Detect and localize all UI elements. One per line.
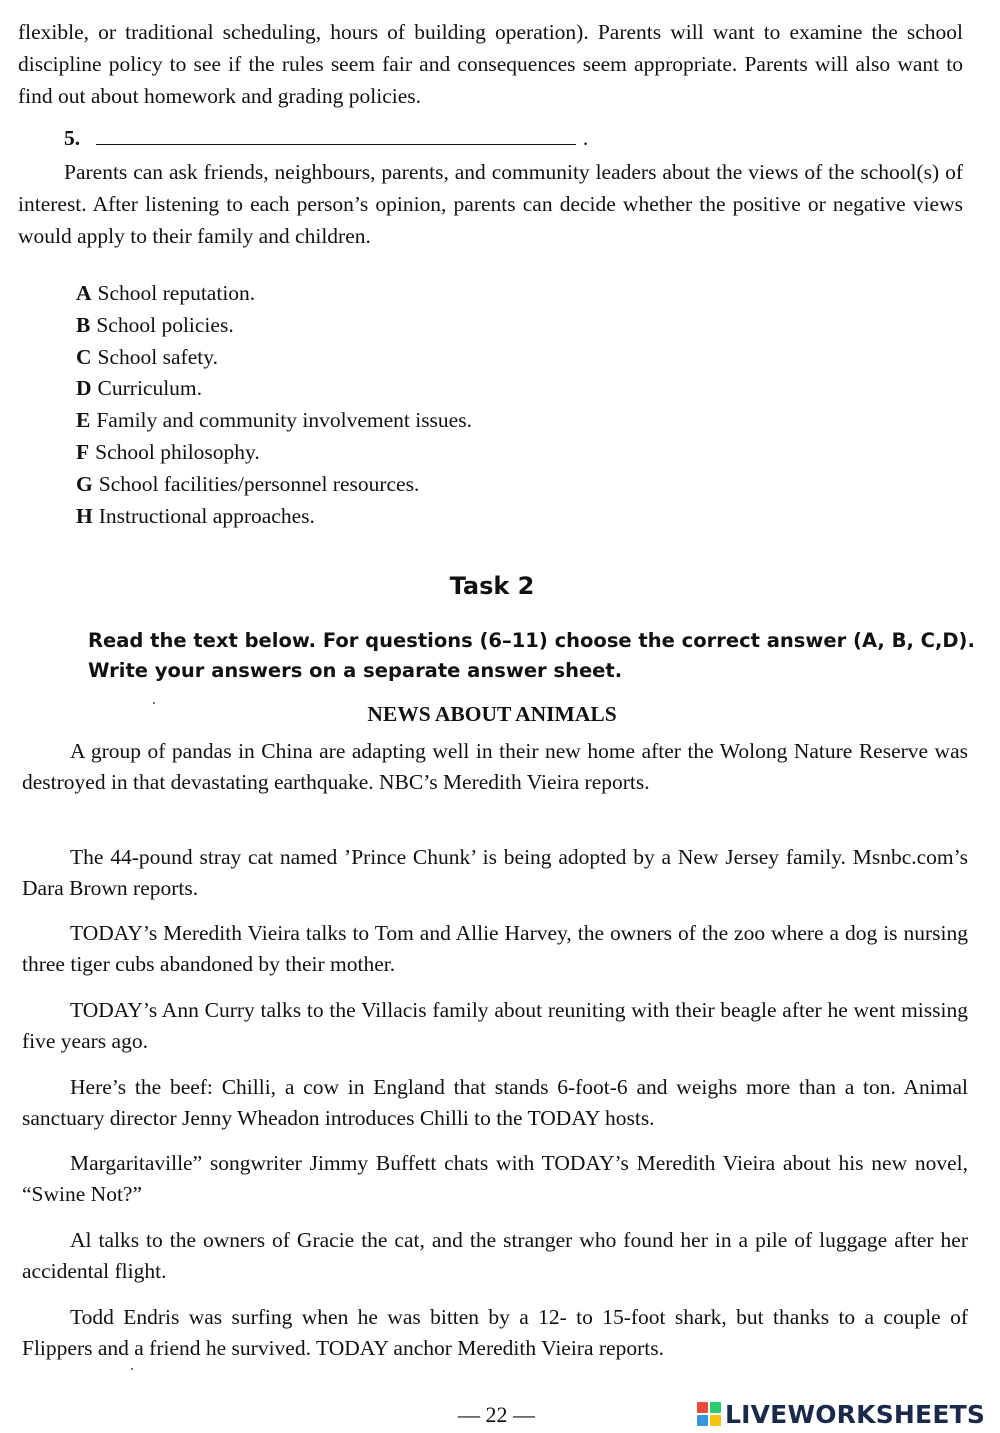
- option-c: [76, 342, 472, 374]
- news-paragraph: Margaritaville” songwriter Jimmy Buffett chats with TODAY’s Meredith Vieira about his new novel, “Swine Not?”: [22, 1151, 968, 1206]
- option-f: [76, 437, 472, 469]
- news-paragraph: Todd Endris was surfing when he was bitten by a 12- to 15-foot shark, but thanks to a couple of Flippers and a friend he survived. TODAY anchor Meredith Vieira reports.: [22, 1305, 968, 1360]
- option-h: [76, 501, 472, 533]
- option-e: [76, 405, 472, 437]
- page-number: — 22 —: [458, 1402, 535, 1427]
- option-text: School facilities/personnel resources.: [98, 471, 420, 496]
- scan-speck: [153, 702, 155, 704]
- option-letter: F: [76, 439, 90, 464]
- task-instructions: [88, 626, 988, 686]
- option-text: School safety.: [97, 344, 218, 369]
- option-text: School philosophy.: [95, 439, 260, 464]
- option-letter: G: [76, 471, 93, 496]
- option-text: School reputation.: [97, 281, 256, 305]
- option-letter: D: [76, 376, 92, 401]
- question-5-paragraph: Parents can ask friends, neighbours, parents, and community leaders about the views of the school(s) of interest. After listening to each person’s opinion, parents can decide whether the positive or negative views would apply to their family and children.: [18, 160, 963, 248]
- option-d: [76, 373, 472, 405]
- intro-paragraph: flexible, or traditional scheduling, hours of building operation). Parents will want to examine the school discipline policy to see if the rules seem fair and consequences seem appropriate. Parents will also want to find out about homework and grading policies.: [18, 20, 963, 108]
- news-title: NEWS ABOUT ANIMALS: [367, 702, 617, 726]
- news-paragraph: Al talks to the owners of Gracie the cat, and the stranger who found her in a pile of luggage after her accidental flight.: [22, 1228, 968, 1283]
- question-5-answer-blank[interactable]: [96, 124, 576, 145]
- instructions-line-2: Write your answers on a separate answer sheet.: [88, 659, 623, 682]
- question-5-end-mark: .: [582, 126, 589, 150]
- option-text: Family and community involvement issues.: [96, 408, 472, 433]
- option-text: Instructional approaches.: [98, 503, 315, 528]
- scan-speck: [131, 1368, 133, 1370]
- liveworksheets-logo-icon: [697, 1402, 721, 1426]
- news-paragraph: TODAY’s Meredith Vieira talks to Tom and Allie Harvey, the owners of the zoo where a dog is nursing three tiger cubs abandoned by their mother.: [22, 921, 968, 976]
- option-letter: H: [76, 503, 93, 528]
- option-letter: A: [76, 281, 92, 305]
- option-letter: E: [76, 408, 91, 433]
- news-paragraph: A group of pandas in China are adapting well in their new home after the Wolong Nature Reserve was destroyed in that devastating earthquake. NBC’s Meredith Vieira reports.: [22, 739, 968, 794]
- option-a: [76, 278, 472, 310]
- question-5: [64, 124, 588, 154]
- liveworksheets-wordmark: LIVEWORKSHEETS: [725, 1399, 986, 1429]
- option-b: [76, 310, 472, 342]
- instructions-line-1: Read the text below. For questions (6–11) choose the correct answer (A, B, C,D).: [88, 629, 975, 652]
- option-letter: B: [76, 312, 91, 337]
- liveworksheets-brand[interactable]: [697, 1399, 985, 1429]
- option-g: [76, 469, 472, 501]
- news-paragraph: The 44-pound stray cat named ’Prince Chunk’ is being adopted by a New Jersey family. Msnbc.com’s Dara Brown reports.: [22, 845, 968, 900]
- option-letter: C: [76, 344, 92, 369]
- news-paragraph: Here’s the beef: Chilli, a cow in England that stands 6-foot-6 and weighs more than a ton. Animal sanctuary director Jenny Wheadon introduces Chilli to the TODAY hosts.: [22, 1075, 968, 1130]
- task-title: Task 2: [449, 572, 535, 600]
- option-text: School policies.: [96, 312, 234, 337]
- option-text: Curriculum.: [97, 376, 203, 401]
- heading-options-list: [76, 278, 472, 532]
- news-paragraph: TODAY’s Ann Curry talks to the Villacis family about reuniting with their beagle after he went missing five years ago.: [22, 998, 968, 1053]
- question-5-number: 5.: [64, 126, 81, 150]
